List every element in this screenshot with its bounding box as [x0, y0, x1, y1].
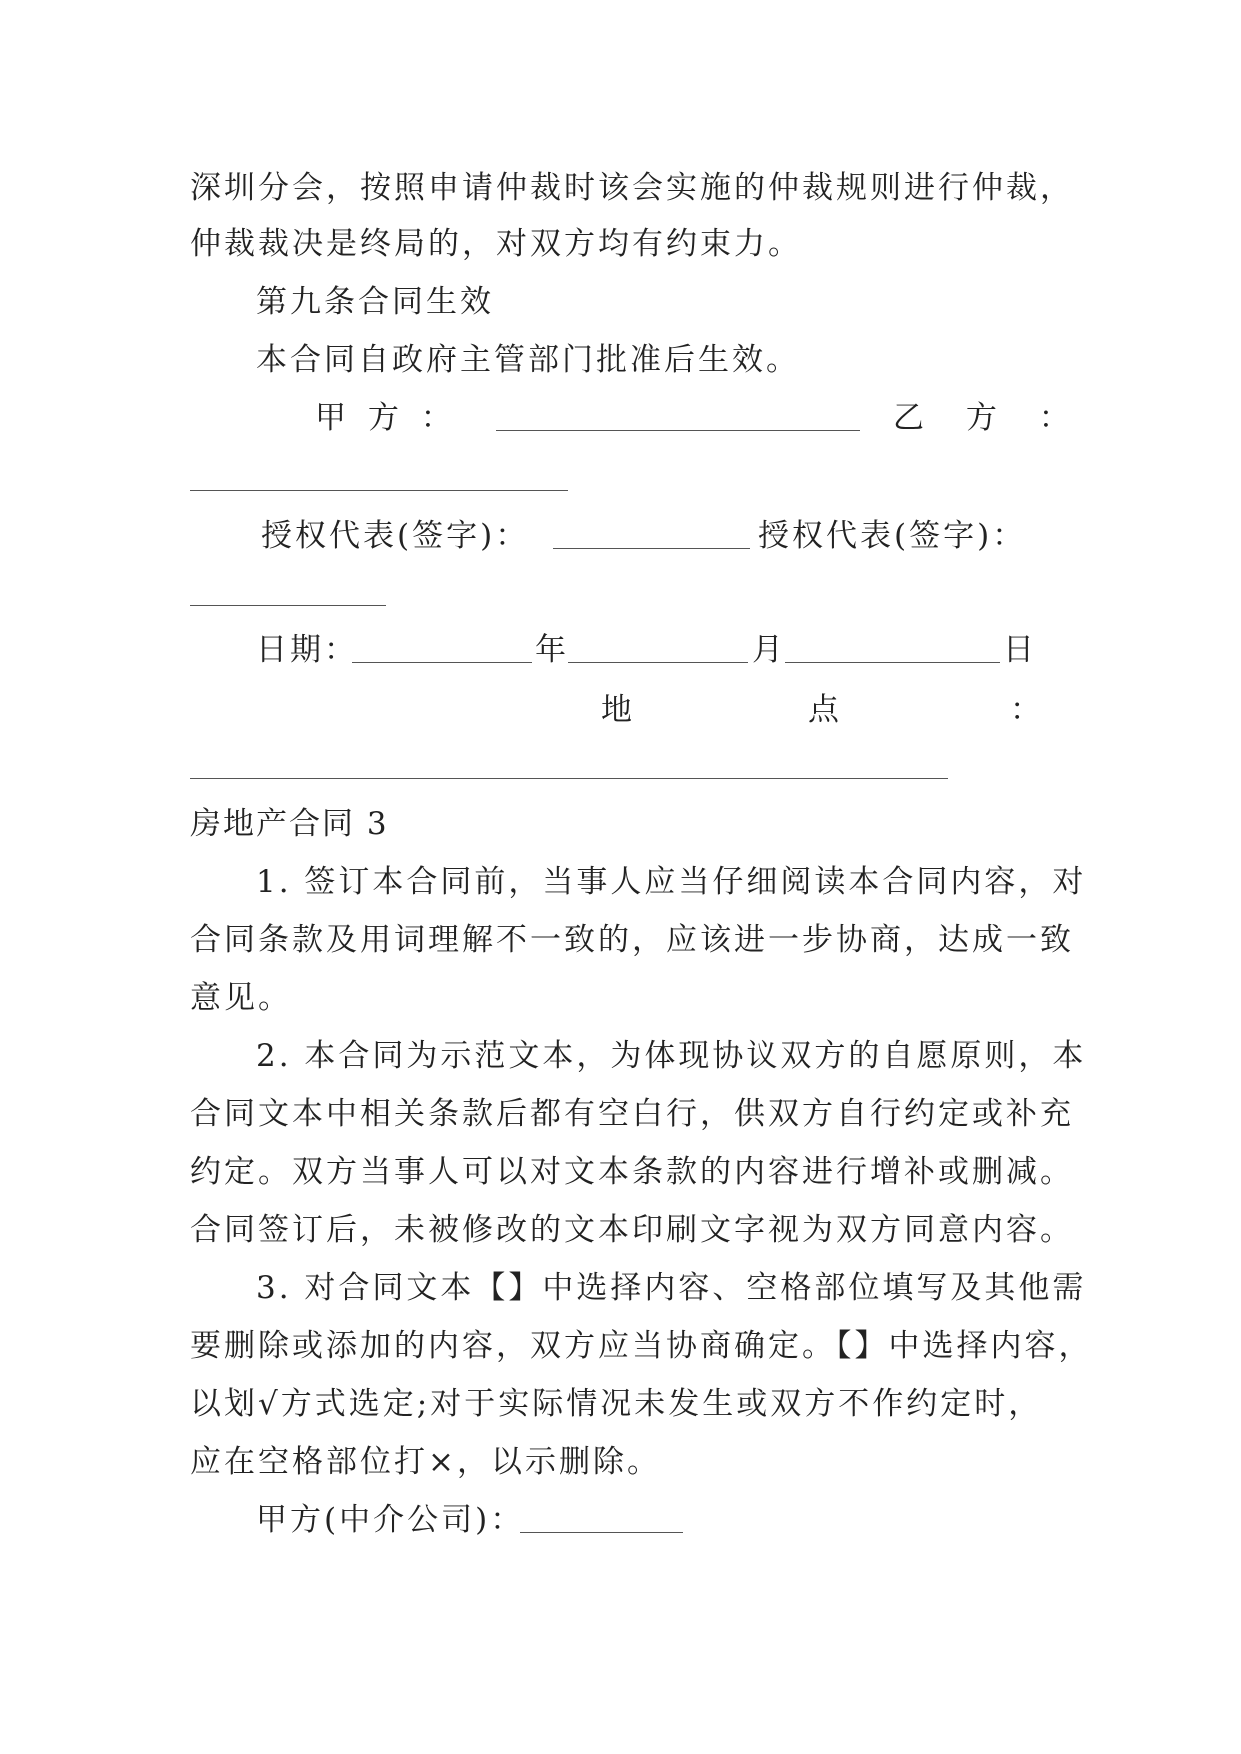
day-blank — [785, 662, 1000, 663]
contract-3-title: 房地产合同 3 — [190, 806, 389, 842]
party-a-rep-label: 授权代表(签字)： — [261, 518, 530, 554]
agent-company-label: 甲方(中介公司)： — [256, 1502, 525, 1538]
party-a-label: 甲 方 ： — [315, 400, 458, 436]
party-a-blank — [496, 430, 860, 431]
note-3-line-3: 以划√方式选定;对于实际情况未发生或双方不作约定时， — [190, 1386, 1043, 1422]
note-1-line-1: 1. 签订本合同前，当事人应当仔细阅读本合同内容，对 — [256, 864, 1087, 900]
place-label-char-1: 地 — [601, 692, 632, 728]
arbitration-line-1: 深圳分会，按照申请仲裁时该会实施的仲裁规则进行仲裁， — [190, 170, 1074, 206]
article-9-title: 第九条合同生效 — [256, 284, 494, 320]
party-b-rep-blank — [190, 605, 386, 606]
agent-company-blank — [520, 1532, 683, 1533]
note-2-line-4: 合同签订后，未被修改的文本印刷文字视为双方同意内容。 — [190, 1212, 1074, 1248]
party-b-rep-label: 授权代表(签字)： — [758, 518, 1027, 554]
month-blank — [568, 662, 748, 663]
article-9-body: 本合同自政府主管部门批准后生效。 — [256, 342, 800, 378]
note-1-line-3: 意见。 — [190, 980, 292, 1016]
note-2-line-3: 约定。双方当事人可以对文本条款的内容进行增补或删减。 — [190, 1154, 1074, 1190]
note-2-line-1: 2. 本合同为示范文本，为体现协议双方的自愿原则，本 — [256, 1038, 1087, 1074]
year-blank — [352, 662, 532, 663]
party-b-label: 乙 方 ： — [893, 400, 1086, 436]
date-label: 日期： — [256, 632, 358, 668]
party-b-blank — [190, 490, 568, 491]
year-label: 年 — [535, 632, 566, 668]
party-a-rep-blank — [553, 548, 750, 549]
note-2-line-2: 合同文本中相关条款后都有空白行，供双方自行约定或补充 — [190, 1096, 1074, 1132]
month-label: 月 — [752, 632, 783, 668]
note-3-line-2: 要删除或添加的内容，双方应当协商确定。【】中选择内容， — [190, 1328, 1093, 1364]
arbitration-line-2: 仲裁裁决是终局的，对双方均有约束力。 — [190, 226, 802, 262]
day-label: 日 — [1003, 632, 1034, 668]
note-3-line-4: 应在空格部位打×，以示删除。 — [190, 1444, 661, 1480]
note-1-line-2: 合同条款及用词理解不一致的，应该进一步协商，达成一致 — [190, 922, 1074, 958]
note-3-line-1: 3. 对合同文本【】中选择内容、空格部位填写及其他需 — [256, 1270, 1087, 1306]
place-label-char-2: 点 — [808, 692, 839, 728]
place-blank — [190, 778, 948, 779]
place-label-colon: ： — [1010, 692, 1041, 728]
